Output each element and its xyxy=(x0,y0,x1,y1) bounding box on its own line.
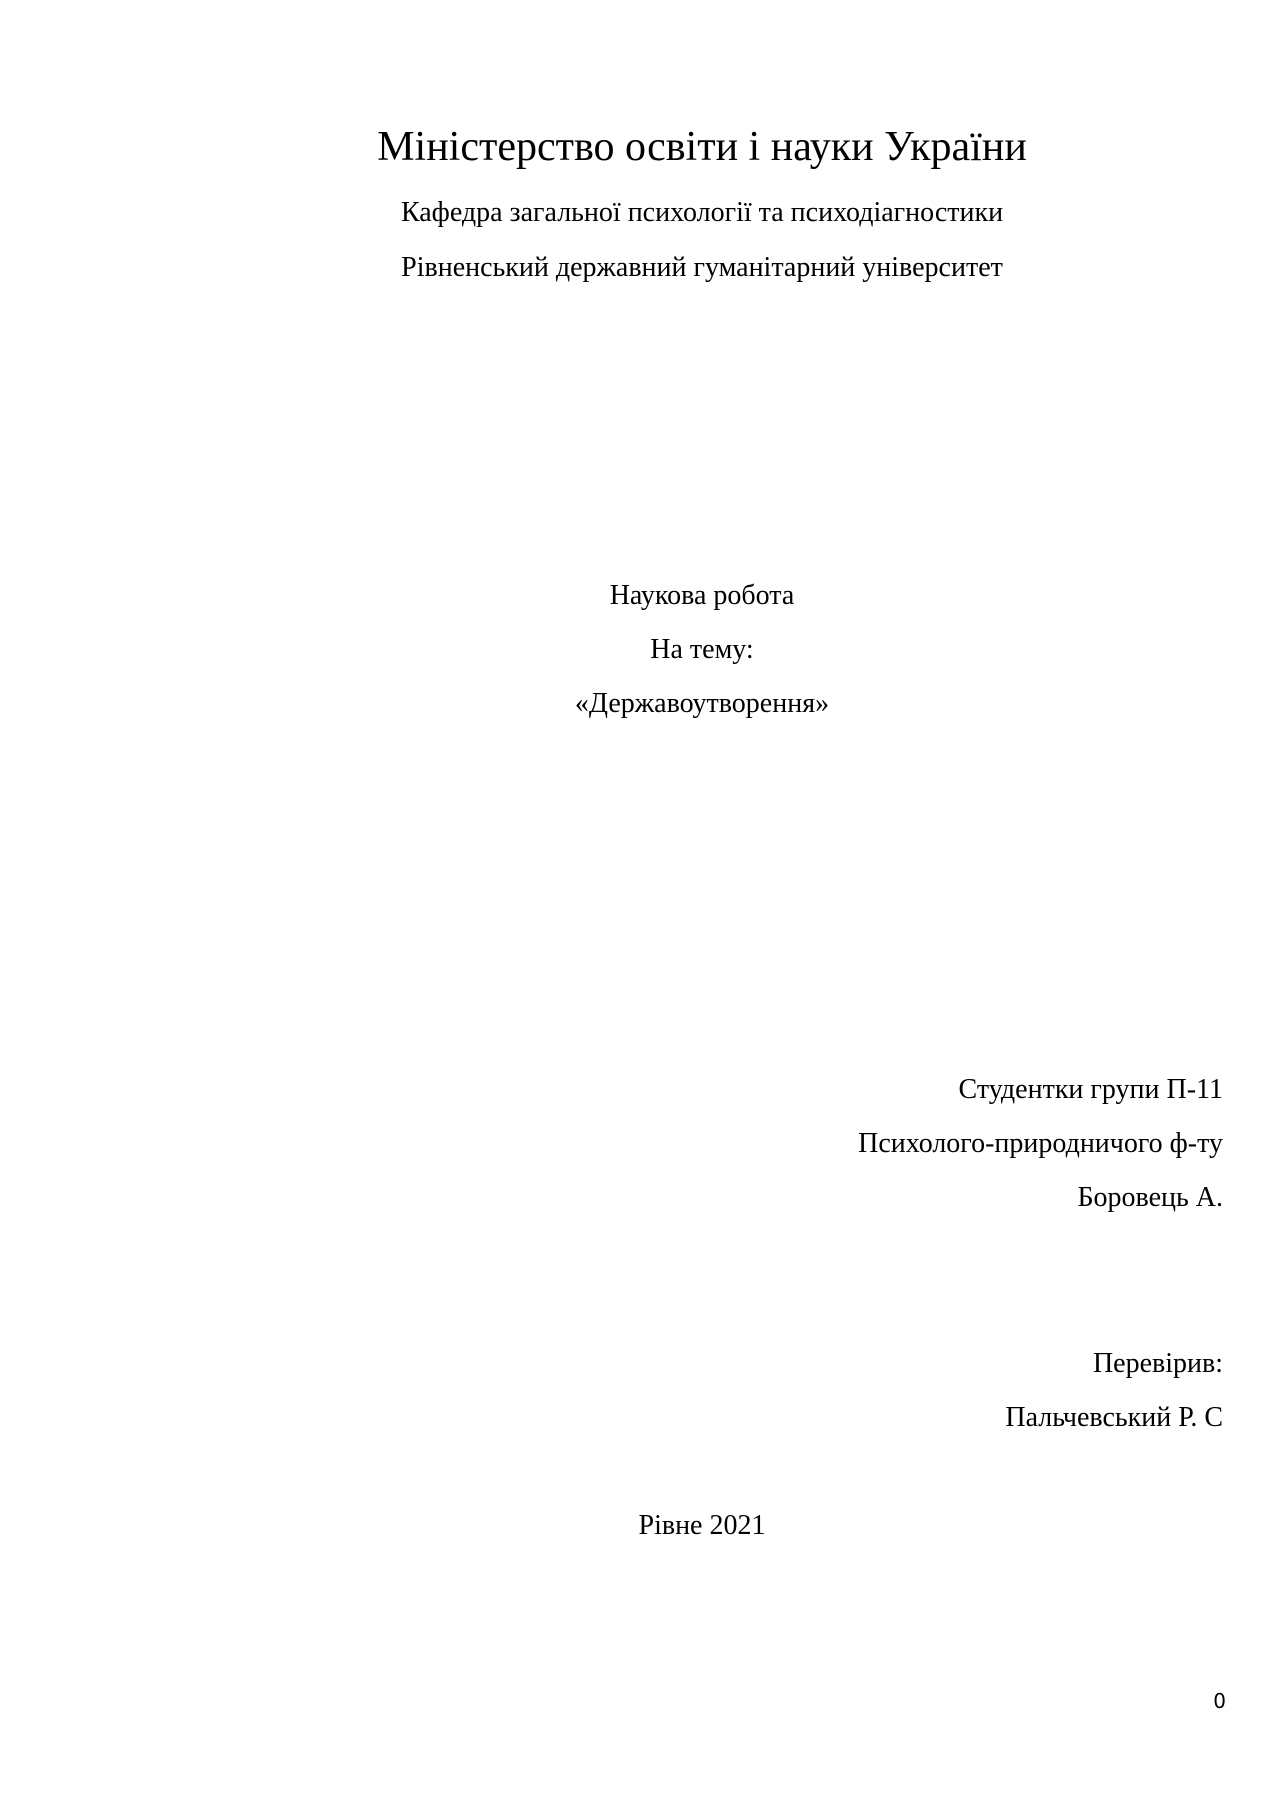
student-faculty: Психолого-природничого ф-ту xyxy=(858,1128,1223,1159)
student-name: Боровець А. xyxy=(1077,1182,1223,1213)
work-type: Наукова робота xyxy=(609,580,795,611)
work-topic: «Державоутворення» xyxy=(574,688,830,719)
reviewer-label: Перевірив: xyxy=(1092,1348,1223,1379)
ministry-title: Міністерство освіти і науки України xyxy=(377,124,1027,170)
department-name: Кафедра загальної психології та психодіагностики xyxy=(400,197,1004,228)
university-name: Рівненський державний гуманітарний університет xyxy=(401,252,1003,283)
student-group: Студентки групи П-11 xyxy=(958,1074,1223,1105)
topic-label: На тему: xyxy=(650,634,754,665)
city-and-year: Рівне 2021 xyxy=(638,1510,766,1541)
reviewer-name: Пальчевський Р. С xyxy=(1005,1402,1223,1433)
page-number: 0 xyxy=(1213,1689,1226,1713)
